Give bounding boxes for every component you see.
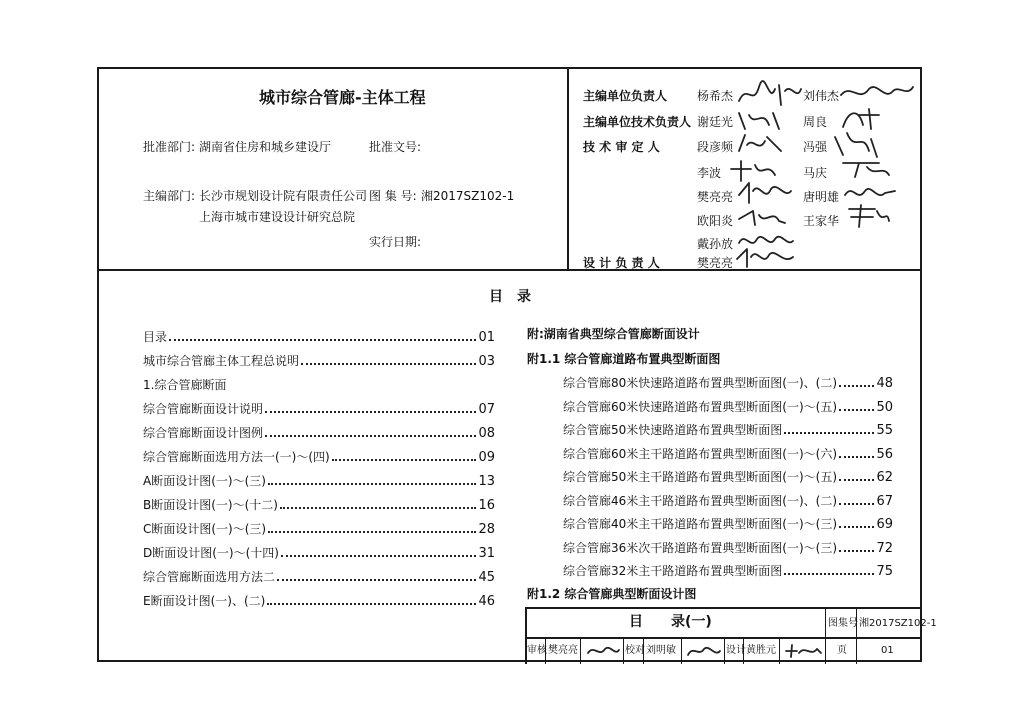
tech-review-name-6: 唐明雄 — [803, 190, 840, 204]
toc-entry-label: 综合管廊断面设计图例 — [143, 426, 264, 440]
appendix-1-2-heading: 附1.2 综合管廊典型断面设计图 — [527, 587, 697, 601]
toc-entry — [563, 469, 893, 486]
toc-entry-label: 综合管廊60米快速路道路布置典型断面图(一)～(五) — [563, 399, 837, 414]
title-block-divider — [580, 638, 581, 664]
toc-entry-page: 48 — [876, 376, 893, 391]
review-name: 樊亮亮 — [548, 645, 578, 656]
toc-entry-page: 69 — [876, 517, 893, 532]
toc-entry-label: 综合管廊断面设计说明 — [143, 402, 264, 416]
toc-entry-page: 28 — [478, 522, 495, 537]
title-block-divider — [623, 638, 624, 664]
toc-entry-leader — [839, 503, 874, 505]
toc-entry-page: 07 — [478, 402, 495, 417]
page-title: 城市综合管廊-主体工程 — [259, 88, 426, 107]
toc-entry — [563, 446, 893, 463]
impl-date-label: 实行日期: — [369, 235, 422, 249]
signature-design — [783, 641, 823, 661]
page-number: 01 — [881, 645, 894, 656]
signature-check — [685, 641, 723, 661]
tech-review-name-2: 冯强 — [803, 140, 828, 154]
toc-entry-label: 1.综合管廊断面 — [143, 378, 227, 392]
toc-entry-page: 31 — [478, 546, 495, 561]
toc-entry-label: 综合管廊断面选用方法一(一)～(四) — [143, 450, 330, 464]
toc-entry-leader — [268, 531, 476, 533]
toc-entry-label: D断面设计图(一)～(十四) — [143, 546, 279, 560]
toc-entry-page: 16 — [478, 498, 495, 513]
appendix-heading: 附:湖南省典型综合管廊断面设计 — [527, 327, 700, 341]
toc-entry-leader — [268, 483, 477, 485]
tech-review-name-5: 樊亮亮 — [697, 190, 734, 204]
toc-entry-leader — [265, 411, 476, 413]
review-label: 审核 — [527, 645, 547, 656]
title-block-divider — [724, 638, 725, 664]
toc-entry — [563, 422, 893, 439]
toc-entry — [143, 401, 495, 418]
drawing-sheet — [97, 67, 937, 662]
toc-entry-label: 综合管廊60米主干路道路布置典型断面图(一)～(六) — [563, 446, 837, 461]
header-divider — [567, 69, 569, 271]
toc-entry — [143, 593, 495, 610]
toc-entry-leader — [265, 435, 476, 437]
tech-review-name-4: 马庆 — [803, 166, 828, 180]
toc-entry-label: 综合管廊断面选用方法二 — [143, 570, 276, 584]
toc-entry — [143, 329, 495, 346]
toc-entry-page: 01 — [478, 330, 495, 345]
design-lead-label: 设 计 负 责 人 — [583, 256, 660, 270]
chief-unit-name-2: 刘伟杰 — [803, 89, 840, 103]
toc-entry — [143, 377, 495, 393]
toc-entry-page: 46 — [478, 594, 495, 609]
approval-dept: 湖南省住房和城乡建设厅 — [199, 140, 332, 154]
toc-entry-leader — [839, 385, 874, 387]
toc-entry — [143, 497, 495, 514]
tech-review-name-3: 李波 — [697, 166, 722, 180]
toc-entry-page: 67 — [876, 493, 893, 509]
toc-entry-label: 综合管廊32米主干路道路布置典型断面图 — [563, 564, 783, 578]
atlas-no: 湘2017SZ102-1 — [421, 189, 515, 203]
signature-fan-1 — [735, 177, 795, 207]
toc-entry-page: 72 — [876, 540, 893, 556]
header-bottom-line — [99, 269, 920, 271]
editor-dept-2: 上海市城市建设设计研究总院 — [199, 210, 356, 224]
toc-entry-label: A断面设计图(一)～(三) — [143, 474, 266, 488]
chief-unit-label: 主编单位负责人 — [583, 89, 668, 103]
toc-entry-leader — [839, 456, 874, 458]
toc-entry-page: 75 — [876, 564, 893, 579]
signature-ouyang — [735, 205, 789, 229]
design-name: 黄胜元 — [746, 645, 776, 656]
design-label: 设计 — [726, 645, 746, 656]
toc-entry — [563, 399, 893, 416]
toc-entry-leader — [839, 526, 874, 528]
signature-wang — [845, 201, 891, 231]
approval-doc-label: 批准文号: — [369, 140, 422, 154]
tech-review-name-9: 戴孙放 — [697, 237, 734, 251]
title-block-divider-atlas-no — [856, 607, 857, 664]
toc-entry-label: C断面设计图(一)～(三) — [143, 522, 267, 536]
check-name: 刘明敏 — [646, 645, 676, 656]
title-block-divider — [779, 638, 780, 664]
toc-entry-label: 目录 — [143, 330, 168, 344]
toc-entry — [143, 353, 495, 370]
tech-review-name-1: 段彦频 — [697, 140, 734, 154]
toc-entry — [143, 425, 495, 442]
approval-dept-label: 批准部门: — [143, 140, 196, 154]
toc-entry — [143, 545, 495, 562]
signature-yang — [735, 77, 805, 109]
signature-fan-2 — [733, 243, 797, 269]
title-block-atlas-label: 图集号 — [828, 618, 858, 629]
tech-review-label: 技 术 审 定 人 — [583, 140, 660, 154]
toc-entry-page: 56 — [876, 446, 893, 462]
title-block-top-edge — [525, 607, 920, 609]
signature-xie — [735, 107, 785, 133]
toc-entry — [143, 569, 495, 586]
toc-entry-leader — [839, 550, 874, 552]
check-label: 校对 — [625, 645, 645, 656]
toc-entry — [563, 375, 893, 392]
toc-entry-leader — [839, 409, 874, 411]
toc-entry-label: 综合管廊50米快速路道路布置典型断面图 — [563, 423, 783, 437]
toc-heading: 目 录 — [489, 289, 531, 305]
toc-entry-label: 综合管廊80米快速路道路布置典型断面图(一)、(二) — [563, 376, 837, 390]
toc-entry — [563, 493, 893, 510]
chief-tech-label: 主编单位技术负责人 — [583, 115, 692, 129]
chief-tech-name-2: 周良 — [803, 115, 828, 129]
toc-entry-page: 13 — [478, 474, 495, 489]
toc-entry-page: 55 — [876, 423, 893, 438]
toc-entry-leader — [281, 555, 476, 557]
signature-review — [585, 641, 621, 661]
toc-entry-page: 50 — [876, 399, 893, 415]
signature-duan — [735, 131, 785, 157]
toc-entry-leader — [280, 507, 476, 509]
signature-ma — [839, 155, 893, 181]
editor-dept-1: 长沙市规划设计院有限责任公司 — [199, 189, 368, 203]
design-lead-name: 樊亮亮 — [697, 256, 734, 270]
chief-tech-name-1: 谢廷光 — [697, 115, 734, 129]
signature-liu — [837, 79, 917, 107]
toc-entry-page: 03 — [478, 354, 495, 369]
toc-entry-page: 45 — [478, 570, 495, 585]
toc-entry-leader — [784, 432, 874, 434]
toc-entry-leader — [169, 339, 476, 341]
toc-entry-leader — [267, 603, 476, 605]
page-label: 页 — [837, 645, 847, 656]
tech-review-name-8: 王家华 — [803, 214, 840, 228]
toc-entry-page: 62 — [876, 470, 893, 485]
toc-entry — [143, 521, 495, 538]
title-block-atlas-no: 湘2017SZ102-1 — [859, 618, 937, 629]
title-block-mid-line — [525, 637, 920, 639]
title-block-divider — [681, 638, 682, 664]
toc-entry — [563, 516, 893, 533]
toc-entry — [563, 563, 893, 580]
toc-entry — [143, 449, 495, 466]
tech-review-name-7: 欧阳炎 — [697, 214, 734, 228]
toc-entry — [143, 473, 495, 490]
toc-entry — [563, 540, 893, 557]
toc-entry-label: E断面设计图(一)、(二) — [143, 594, 266, 608]
toc-entry-leader — [332, 459, 477, 461]
appendix-1-1-heading: 附1.1 综合管廊道路布置典型断面图 — [527, 352, 721, 366]
toc-entry-leader — [301, 363, 476, 365]
title-block-title: 目 录(一) — [629, 614, 712, 630]
title-block-divider-atlas — [825, 607, 826, 664]
editor-dept-label: 主编部门: — [143, 189, 196, 203]
toc-entry-label: 综合管廊50米主干路道路布置典型断面图(一)～(五) — [563, 470, 837, 484]
toc-entry-label: 综合管廊46米主干路道路布置典型断面图(一)、(二) — [563, 493, 837, 508]
chief-unit-name-1: 杨希杰 — [697, 89, 734, 103]
toc-entry-label: 城市综合管廊主体工程总说明 — [143, 354, 300, 368]
toc-entry-label: B断面设计图(一)～(十二) — [143, 498, 278, 512]
toc-entry-leader — [839, 479, 874, 481]
toc-entry-label: 综合管廊36米次干路道路布置典型断面图(一)～(三) — [563, 540, 837, 555]
atlas-no-label: 图 集 号: — [369, 189, 417, 203]
toc-entry-leader — [784, 573, 874, 575]
toc-entry-leader — [277, 579, 476, 581]
toc-entry-page: 08 — [478, 426, 495, 441]
toc-entry-page: 09 — [478, 450, 495, 465]
toc-entry-label: 综合管廊40米主干路道路布置典型断面图(一)～(三) — [563, 517, 837, 531]
